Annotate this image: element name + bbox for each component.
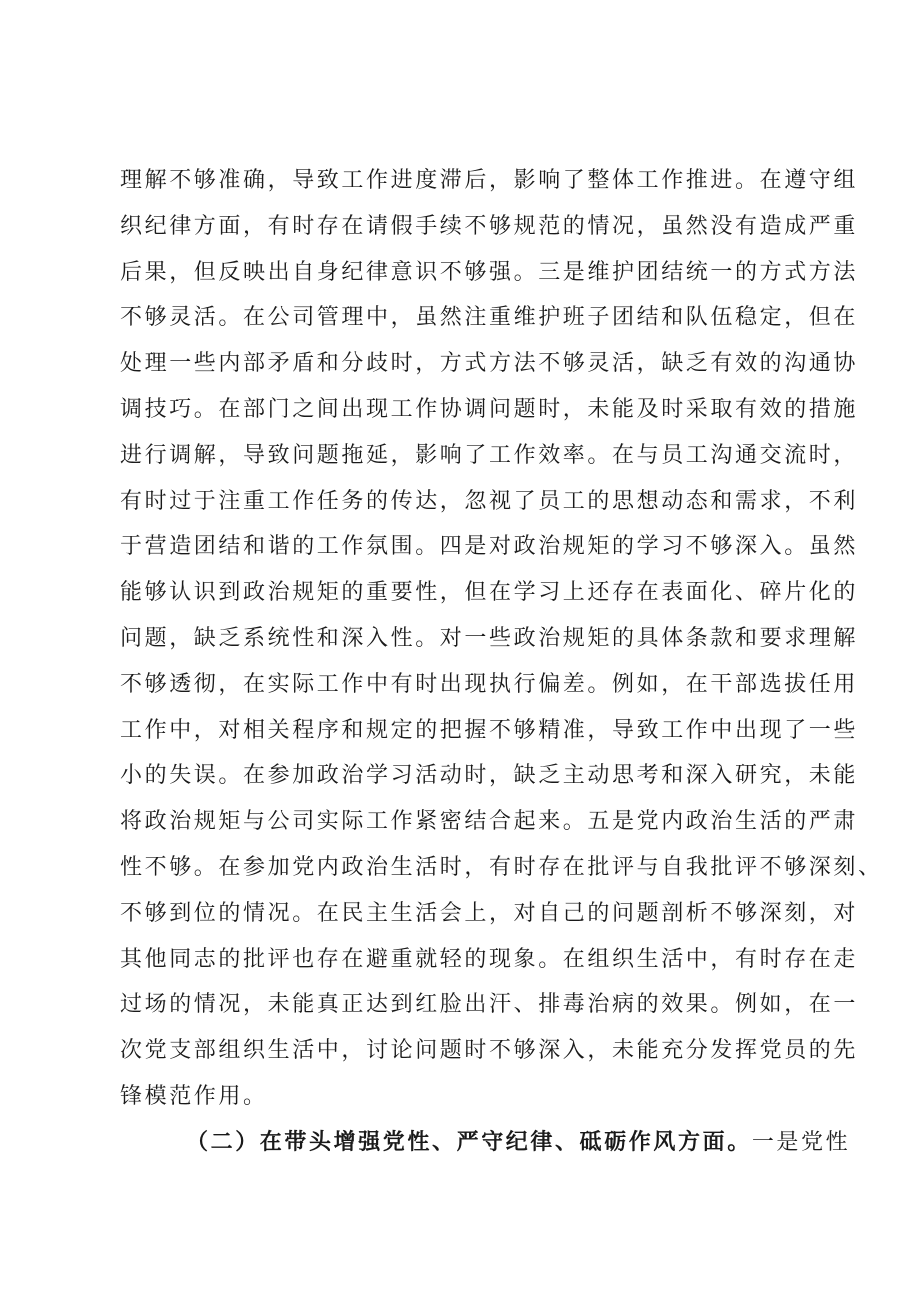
paragraph-line: 工作中，对相关程序和规定的把握不够精准，导致工作中出现了一些	[120, 717, 859, 743]
paragraph-line: 不够到位的情况。在民主生活会上，对自己的问题剖析不够深刻，对	[120, 900, 859, 926]
paragraph-line: 有时过于注重工作任务的传达，忽视了员工的思想动态和需求，不利	[120, 488, 859, 514]
paragraph-line: 将政治规矩与公司实际工作紧密结合起来。五是党内政治生活的严肃	[120, 809, 859, 835]
section-heading: （二）在带头增强党性、严守纪律、砥砺作风方面。	[186, 1128, 752, 1155]
paragraph-line: 调技巧。在部门之间出现工作协调问题时，未能及时采取有效的措施	[120, 396, 859, 422]
paragraph-line: 处理一些内部矛盾和分歧时，方式方法不够灵活，缺乏有效的沟通协	[120, 351, 859, 377]
paragraph-line: 后果，但反映出自身纪律意识不够强。三是维护团结统一的方式方法	[120, 259, 859, 285]
paragraph-line: 问题，缺乏系统性和深入性。对一些政治规矩的具体条款和要求理解	[120, 625, 859, 651]
paragraph-line: 能够认识到政治规矩的重要性，但在学习上还存在表面化、碎片化的	[120, 580, 859, 606]
section-heading-continuation: 一是党性	[751, 1129, 851, 1155]
paragraph-line: 不够透彻，在实际工作中有时出现执行偏差。例如，在干部选拔任用	[120, 671, 859, 697]
paragraph-line: 性不够。在参加党内政治生活时，有时存在批评与自我批评不够深刻、	[120, 854, 883, 880]
paragraph-line: 过场的情况，未能真正达到红脸出汗、排毒治病的效果。例如，在一	[120, 992, 859, 1018]
paragraph-line: 其他同志的批评也存在避重就轻的现象。在组织生活中，有时存在走	[120, 946, 859, 972]
paragraph-line: 进行调解，导致问题拖延，影响了工作效率。在与员工沟通交流时，	[120, 442, 859, 468]
paragraph-line: 小的失误。在参加政治学习活动时，缺乏主动思考和深入研究，未能	[120, 763, 859, 789]
paragraph-line: 理解不够准确，导致工作进度滞后，影响了整体工作推进。在遵守组	[120, 168, 859, 193]
section-heading-line	[120, 1120, 851, 1166]
paragraph-line: 不够灵活。在公司管理中，虽然注重维护班子团结和队伍稳定，但在	[120, 305, 859, 331]
paragraph-line: 织纪律方面，有时存在请假手续不够规范的情况，虽然没有造成严重	[120, 213, 859, 239]
paragraph-line: 次党支部组织生活中，讨论问题时不够深入，未能充分发挥党员的先	[120, 1038, 859, 1064]
document-body	[120, 158, 883, 1166]
paragraph-line: 锋模范作用。	[120, 1083, 268, 1109]
paragraph-line: 于营造团结和谐的工作氛围。四是对政治规矩的学习不够深入。虽然	[120, 534, 859, 560]
